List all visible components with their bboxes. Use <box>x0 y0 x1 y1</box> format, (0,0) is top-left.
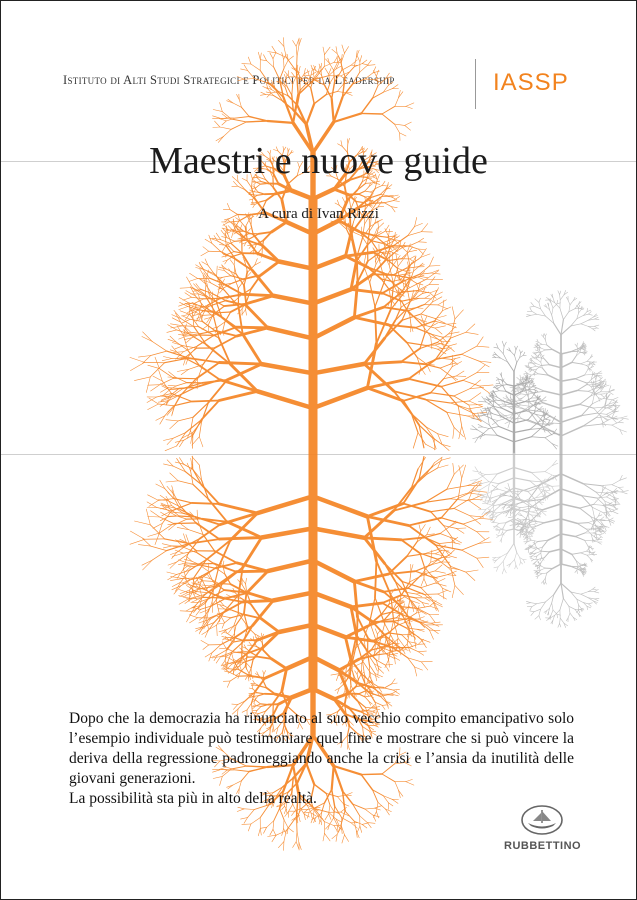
blurb-closing: La possibilità sta più in alto della realtà. <box>69 790 317 807</box>
book-title: Maestri e nuove guide <box>149 140 488 182</box>
back-cover-blurb <box>69 709 574 809</box>
publisher-logo <box>504 804 582 852</box>
iassp-logo: IASSP <box>493 69 569 96</box>
blurb-paragraph: Dopo che la democrazia ha rinunciato al suo vecchio compito emancipativo solo l’esempio individuale può testimoniare quel fine e mostrare che si può vincere la deriva della regressione padroneggiando anche la crisi e l’ansia da inutilità delle giovani generazioni. <box>69 710 574 787</box>
institute-name: Istituto di Alti Studi Strategici e Politici per la Leadership <box>63 73 395 87</box>
grey-trees-illustration <box>470 290 628 627</box>
publisher-name: RUBBETTINO <box>504 840 582 852</box>
ship-icon <box>520 804 564 836</box>
book-editor: A cura di Ivan Rizzi <box>258 206 379 222</box>
